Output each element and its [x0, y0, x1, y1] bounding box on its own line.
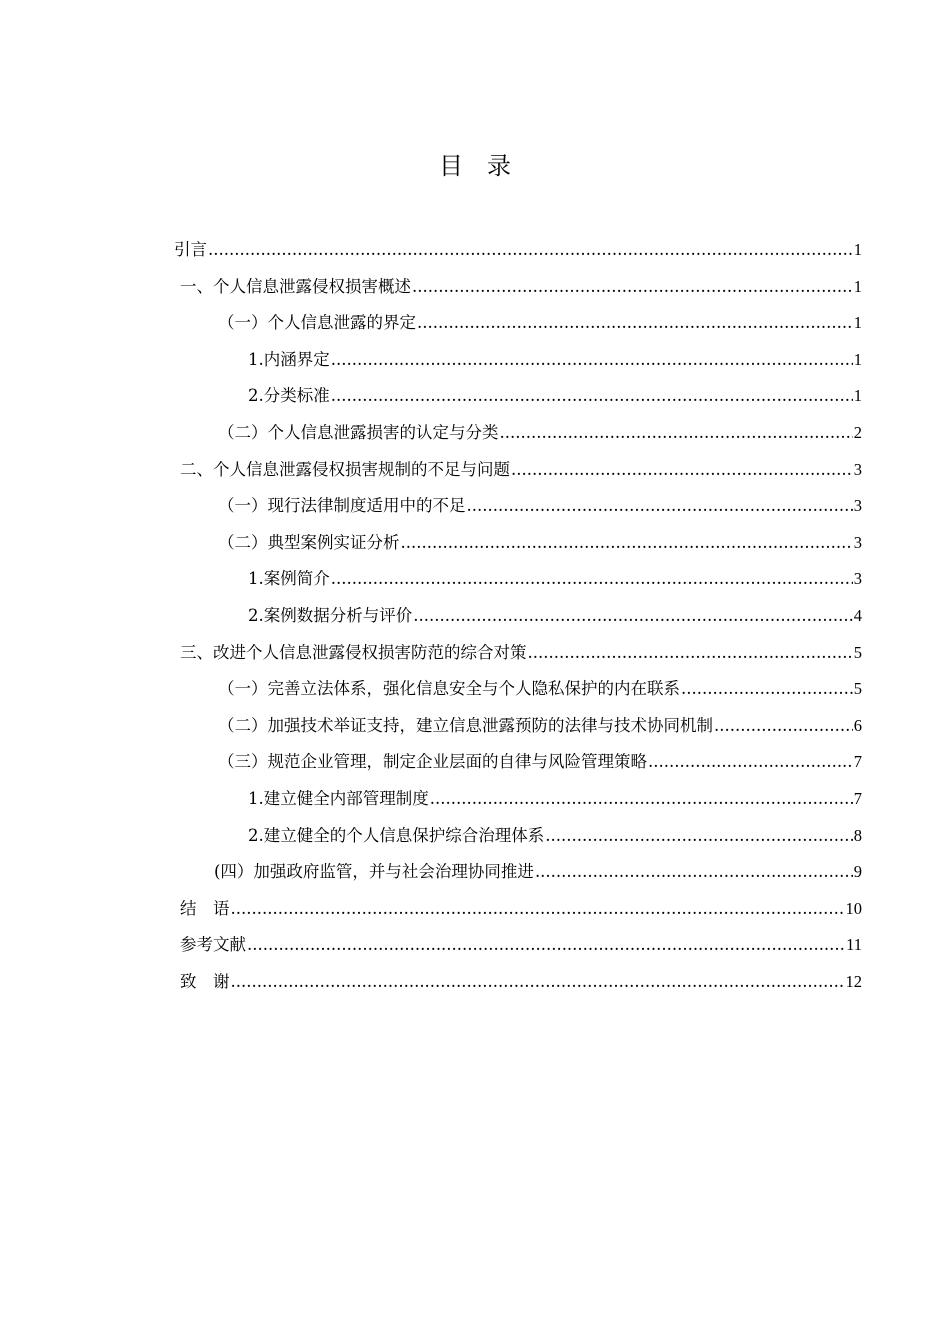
toc-entry-label: 参考文献 — [180, 935, 246, 955]
toc-page-number: 2 — [853, 422, 862, 442]
toc-page-number: 3 — [853, 459, 862, 479]
dot-leader — [528, 639, 853, 667]
dot-leader — [681, 675, 853, 703]
toc-entry-subsection-3-3-1[interactable] — [174, 785, 862, 822]
toc-entry-section-3-4[interactable] — [174, 858, 862, 895]
toc-page-number: 3 — [853, 496, 862, 516]
toc-page-number: 8 — [853, 825, 862, 845]
toc-entry-label: （二）加强技术举证支持，建立信息泄露预防的法律与技术协同机制 — [218, 715, 713, 735]
toc-page-number: 9 — [853, 862, 862, 882]
toc-entry-label: 2.分类标准 — [248, 386, 330, 406]
dot-leader — [417, 309, 853, 337]
dot-leader — [401, 529, 853, 557]
toc-entry-label: 二、个人信息泄露侵权损害规制的不足与问题 — [180, 459, 510, 479]
toc-entry-label: 结 语 — [180, 898, 230, 918]
toc-entry-acknowledgements[interactable] — [174, 968, 862, 1005]
dot-leader — [430, 785, 853, 813]
toc-entry-label: （一）现行法律制度适用中的不足 — [218, 496, 466, 516]
toc-entry-section-1-2[interactable] — [174, 419, 862, 456]
toc-entry-section-3-2[interactable] — [174, 712, 862, 749]
toc-page-number: 1 — [853, 313, 862, 333]
toc-entry-introduction[interactable] — [174, 236, 862, 273]
toc-page-number: 4 — [853, 605, 862, 625]
toc-entry-label: 1.建立健全内部管理制度 — [248, 788, 429, 808]
toc-entry-label: 1.内涵界定 — [248, 349, 330, 369]
toc-page-number: 6 — [853, 715, 862, 735]
toc-entry-label: （一）完善立法体系，强化信息安全与个人隐私保护的内在联系 — [218, 679, 680, 699]
toc-entry-label: (四）加强政府监管，并与社会治理协同推进 — [214, 862, 534, 882]
toc-page-number: 7 — [853, 788, 862, 808]
toc-entry-references[interactable] — [174, 931, 862, 968]
toc-entry-section-1-1[interactable] — [174, 309, 862, 346]
dot-leader — [331, 565, 853, 593]
page-title: 目 录 — [439, 152, 511, 180]
toc-entry-subsection-1-1-1[interactable] — [174, 346, 862, 383]
toc-entry-section-3-3[interactable] — [174, 748, 862, 785]
dot-leader — [648, 748, 853, 776]
dot-leader — [511, 456, 853, 484]
toc-entry-label: 致 谢 — [180, 971, 230, 991]
dot-leader — [500, 419, 853, 447]
dot-leader — [331, 346, 853, 374]
toc-entry-label: 2.建立健全的个人信息保护综合治理体系 — [248, 825, 545, 845]
toc-page-number: 1 — [853, 386, 862, 406]
toc-page-number: 1 — [853, 276, 862, 296]
toc-entry-chapter-1[interactable] — [174, 273, 862, 310]
toc-entry-label: （二）个人信息泄露损害的认定与分类 — [218, 422, 499, 442]
toc-entry-subsection-2-2-2[interactable] — [174, 602, 862, 639]
toc-page-number: 12 — [845, 971, 862, 991]
toc-entry-subsection-3-3-2[interactable] — [174, 822, 862, 859]
toc-entry-chapter-2[interactable] — [174, 456, 862, 493]
table-of-contents — [174, 236, 862, 1004]
toc-entry-label: 1.案例简介 — [248, 569, 330, 589]
toc-entry-label: 引言 — [174, 240, 207, 259]
dot-leader — [231, 895, 845, 923]
toc-entry-subsection-2-2-1[interactable] — [174, 565, 862, 602]
toc-entry-label: （一）个人信息泄露的界定 — [218, 313, 416, 333]
toc-entry-conclusion[interactable] — [174, 895, 862, 932]
dot-leader — [545, 822, 853, 850]
dot-leader — [208, 236, 853, 264]
dot-leader — [247, 931, 845, 959]
toc-page-number: 1 — [853, 240, 862, 259]
toc-page-number: 3 — [853, 532, 862, 552]
toc-entry-label: 三、改进个人信息泄露侵权损害防范的综合对策 — [180, 642, 527, 662]
toc-entry-section-2-1[interactable] — [174, 492, 862, 529]
toc-entry-section-3-1[interactable] — [174, 675, 862, 712]
toc-page-number: 5 — [853, 642, 862, 662]
toc-entry-label: 2.案例数据分析与评价 — [248, 605, 413, 625]
dot-leader — [231, 968, 845, 996]
toc-entry-section-2-2[interactable] — [174, 529, 862, 566]
toc-page-number: 3 — [853, 569, 862, 589]
toc-entry-subsection-1-1-2[interactable] — [174, 382, 862, 419]
toc-entry-label: 一、个人信息泄露侵权损害概述 — [180, 276, 411, 296]
dot-leader — [467, 492, 853, 520]
toc-entry-label: （二）典型案例实证分析 — [218, 532, 400, 552]
toc-entry-label: （三）规范企业管理，制定企业层面的自律与风险管理策略 — [218, 752, 647, 772]
dot-leader — [412, 273, 853, 301]
toc-page-number: 10 — [845, 898, 862, 918]
dot-leader — [535, 858, 853, 886]
toc-entry-chapter-3[interactable] — [174, 639, 862, 676]
toc-page-number: 11 — [846, 935, 862, 955]
dot-leader — [413, 602, 853, 630]
toc-page-number: 7 — [853, 752, 862, 772]
dot-leader — [714, 712, 853, 740]
toc-page-number: 1 — [853, 349, 862, 369]
toc-page-number: 5 — [853, 679, 862, 699]
dot-leader — [331, 382, 853, 410]
